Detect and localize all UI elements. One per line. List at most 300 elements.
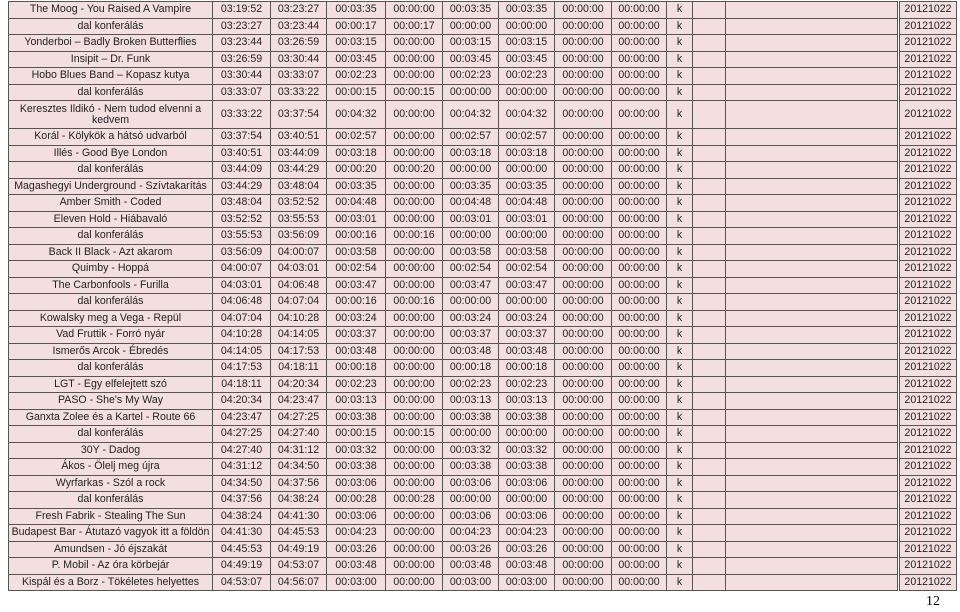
cell-empty-2 (726, 442, 899, 459)
cell-music-time-2: 00:03:15 (499, 35, 555, 52)
cell-type-code: k (667, 459, 693, 476)
cell-music-time: 00:00:00 (443, 294, 499, 311)
table-row (9, 376, 957, 393)
table-row (9, 145, 957, 162)
cell-empty-1 (693, 261, 726, 278)
table-row (9, 101, 957, 129)
cell-empty-1 (693, 574, 726, 591)
cell-extra-time-1: 00:00:00 (555, 294, 612, 311)
cell-duration: 00:00:20 (327, 162, 386, 179)
cell-music-time-2: 00:03:35 (499, 2, 555, 19)
table-row (9, 525, 957, 542)
cell-talk-time: 00:00:00 (386, 68, 443, 85)
cell-duration: 00:03:00 (327, 574, 386, 591)
cell-end-time: 03:30:44 (271, 51, 327, 68)
page-number: 12 (926, 594, 940, 609)
cell-empty-2 (726, 162, 899, 179)
cell-title: Insipit – Dr. Funk (9, 51, 213, 68)
cell-music-time: 00:00:00 (443, 228, 499, 245)
cell-date: 20121022 (899, 294, 957, 311)
cell-talk-time: 00:00:00 (386, 343, 443, 360)
cell-start-time: 03:56:09 (213, 244, 271, 261)
cell-extra-time-2: 00:00:00 (612, 475, 667, 492)
cell-title: Amundsen - Jó éjszakát (9, 541, 213, 558)
table-row (9, 35, 957, 52)
cell-date: 20121022 (899, 162, 957, 179)
cell-duration: 00:02:23 (327, 68, 386, 85)
cell-empty-2 (726, 492, 899, 509)
cell-date: 20121022 (899, 244, 957, 261)
cell-extra-time-1: 00:00:00 (555, 195, 612, 212)
cell-music-time-2: 00:03:47 (499, 277, 555, 294)
cell-music-time: 00:00:18 (443, 360, 499, 377)
cell-extra-time-1: 00:00:00 (555, 145, 612, 162)
cell-music-time-2: 00:03:06 (499, 475, 555, 492)
cell-talk-time: 00:00:00 (386, 327, 443, 344)
cell-date: 20121022 (899, 228, 957, 245)
cell-empty-2 (726, 129, 899, 146)
table-row (9, 129, 957, 146)
cell-duration: 00:03:15 (327, 35, 386, 52)
cell-duration: 00:03:37 (327, 327, 386, 344)
cell-start-time: 04:37:56 (213, 492, 271, 509)
cell-extra-time-2: 00:00:00 (612, 228, 667, 245)
cell-extra-time-1: 00:00:00 (555, 178, 612, 195)
cell-extra-time-2: 00:00:00 (612, 84, 667, 101)
cell-extra-time-1: 00:00:00 (555, 2, 612, 19)
cell-type-code: k (667, 51, 693, 68)
cell-empty-1 (693, 541, 726, 558)
cell-date: 20121022 (899, 541, 957, 558)
cell-start-time: 04:07:04 (213, 310, 271, 327)
cell-music-time-2: 00:04:23 (499, 525, 555, 542)
cell-type-code: k (667, 475, 693, 492)
cell-extra-time-1: 00:00:00 (555, 508, 612, 525)
cell-empty-1 (693, 360, 726, 377)
cell-date: 20121022 (899, 145, 957, 162)
cell-music-time-2: 00:03:00 (499, 574, 555, 591)
cell-empty-2 (726, 393, 899, 410)
cell-title: Quimby - Hoppá (9, 261, 213, 278)
cell-title: dal konferálás (9, 18, 213, 35)
cell-duration: 00:02:54 (327, 261, 386, 278)
cell-music-time: 00:03:24 (443, 310, 499, 327)
cell-type-code: k (667, 343, 693, 360)
cell-end-time: 03:33:22 (271, 84, 327, 101)
cell-music-time: 00:04:32 (443, 101, 499, 129)
cell-music-time-2: 00:00:00 (499, 426, 555, 443)
cell-music-time: 00:00:00 (443, 84, 499, 101)
cell-music-time-2: 00:03:32 (499, 442, 555, 459)
cell-extra-time-2: 00:00:00 (612, 541, 667, 558)
cell-start-time: 04:03:01 (213, 277, 271, 294)
cell-type-code: k (667, 442, 693, 459)
cell-end-time: 04:56:07 (271, 574, 327, 591)
cell-title: The Carbonfools - Furilla (9, 277, 213, 294)
cell-music-time: 00:00:00 (443, 18, 499, 35)
cell-title: Kowalsky meg a Vega - Repül (9, 310, 213, 327)
cell-music-time-2: 00:04:48 (499, 195, 555, 212)
cell-end-time: 03:48:04 (271, 178, 327, 195)
cell-end-time: 04:53:07 (271, 558, 327, 575)
cell-extra-time-2: 00:00:00 (612, 18, 667, 35)
cell-empty-2 (726, 574, 899, 591)
cell-date: 20121022 (899, 343, 957, 360)
cell-title: dal konferálás (9, 162, 213, 179)
cell-start-time: 04:41:30 (213, 525, 271, 542)
cell-duration: 00:00:18 (327, 360, 386, 377)
cell-empty-1 (693, 409, 726, 426)
cell-empty-2 (726, 51, 899, 68)
cell-start-time: 03:23:27 (213, 18, 271, 35)
cell-type-code: k (667, 195, 693, 212)
cell-talk-time: 00:00:00 (386, 508, 443, 525)
cell-talk-time: 00:00:00 (386, 360, 443, 377)
cell-extra-time-1: 00:00:00 (555, 574, 612, 591)
cell-music-time-2: 00:00:00 (499, 492, 555, 509)
table-row (9, 310, 957, 327)
table-row (9, 508, 957, 525)
cell-type-code: k (667, 178, 693, 195)
cell-music-time-2: 00:03:48 (499, 343, 555, 360)
cell-type-code: k (667, 558, 693, 575)
cell-empty-2 (726, 101, 899, 129)
cell-music-time: 00:04:23 (443, 525, 499, 542)
cell-duration: 00:00:16 (327, 294, 386, 311)
cell-music-time: 00:03:13 (443, 393, 499, 410)
cell-type-code: k (667, 541, 693, 558)
cell-end-time: 04:18:11 (271, 360, 327, 377)
cell-music-time-2: 00:04:32 (499, 101, 555, 129)
cell-start-time: 03:44:29 (213, 178, 271, 195)
cell-end-time: 04:49:19 (271, 541, 327, 558)
cell-end-time: 04:06:48 (271, 277, 327, 294)
cell-duration: 00:00:28 (327, 492, 386, 509)
cell-extra-time-2: 00:00:00 (612, 261, 667, 278)
cell-extra-time-2: 00:00:00 (612, 294, 667, 311)
cell-type-code: k (667, 211, 693, 228)
cell-type-code: k (667, 244, 693, 261)
cell-extra-time-2: 00:00:00 (612, 426, 667, 443)
cell-extra-time-2: 00:00:00 (612, 360, 667, 377)
cell-extra-time-2: 00:00:00 (612, 277, 667, 294)
cell-empty-1 (693, 393, 726, 410)
cell-empty-2 (726, 525, 899, 542)
cell-start-time: 03:37:54 (213, 129, 271, 146)
cell-extra-time-1: 00:00:00 (555, 475, 612, 492)
cell-type-code: k (667, 84, 693, 101)
cell-duration: 00:03:13 (327, 393, 386, 410)
cell-empty-1 (693, 162, 726, 179)
cell-end-time: 03:23:27 (271, 2, 327, 19)
cell-empty-2 (726, 18, 899, 35)
cell-title: Back II Black - Azt akarom (9, 244, 213, 261)
cell-duration: 00:00:17 (327, 18, 386, 35)
cell-music-time: 00:03:18 (443, 145, 499, 162)
cell-music-time-2: 00:03:18 (499, 145, 555, 162)
cell-talk-time: 00:00:00 (386, 459, 443, 476)
table-row (9, 409, 957, 426)
cell-music-time-2: 00:02:23 (499, 68, 555, 85)
cell-type-code: k (667, 68, 693, 85)
cell-extra-time-2: 00:00:00 (612, 101, 667, 129)
cell-start-time: 03:19:52 (213, 2, 271, 19)
cell-empty-2 (726, 541, 899, 558)
cell-empty-1 (693, 211, 726, 228)
cell-music-time-2: 00:00:00 (499, 162, 555, 179)
cell-extra-time-2: 00:00:00 (612, 442, 667, 459)
cell-empty-2 (726, 68, 899, 85)
cell-music-time: 00:04:48 (443, 195, 499, 212)
cell-title: dal konferálás (9, 492, 213, 509)
cell-empty-1 (693, 35, 726, 52)
table-row (9, 393, 957, 410)
cell-extra-time-1: 00:00:00 (555, 558, 612, 575)
cell-talk-time: 00:00:00 (386, 525, 443, 542)
cell-empty-1 (693, 475, 726, 492)
cell-title: Illés - Good Bye London (9, 145, 213, 162)
cell-empty-1 (693, 51, 726, 68)
cell-music-time: 00:03:01 (443, 211, 499, 228)
cell-talk-time: 00:00:15 (386, 426, 443, 443)
cell-extra-time-1: 00:00:00 (555, 68, 612, 85)
table-row (9, 195, 957, 212)
cell-title: dal konferálás (9, 84, 213, 101)
cell-empty-2 (726, 211, 899, 228)
cell-talk-time: 00:00:28 (386, 492, 443, 509)
cell-duration: 00:03:38 (327, 459, 386, 476)
cell-date: 20121022 (899, 409, 957, 426)
cell-duration: 00:00:15 (327, 426, 386, 443)
cell-empty-2 (726, 294, 899, 311)
cell-extra-time-2: 00:00:00 (612, 35, 667, 52)
cell-talk-time: 00:00:00 (386, 129, 443, 146)
cell-music-time-2: 00:03:35 (499, 178, 555, 195)
cell-empty-1 (693, 84, 726, 101)
cell-end-time: 04:20:34 (271, 376, 327, 393)
cell-extra-time-1: 00:00:00 (555, 310, 612, 327)
cell-music-time: 00:03:26 (443, 541, 499, 558)
cell-title: Ákos - Ölelj meg újra (9, 459, 213, 476)
cell-extra-time-1: 00:00:00 (555, 492, 612, 509)
cell-extra-time-2: 00:00:00 (612, 327, 667, 344)
cell-start-time: 03:48:04 (213, 195, 271, 212)
cell-music-time: 00:03:48 (443, 558, 499, 575)
cell-type-code: k (667, 35, 693, 52)
cell-music-time-2: 00:03:01 (499, 211, 555, 228)
cell-extra-time-2: 00:00:00 (612, 409, 667, 426)
cell-talk-time: 00:00:00 (386, 211, 443, 228)
cell-duration: 00:02:57 (327, 129, 386, 146)
cell-duration: 00:00:16 (327, 228, 386, 245)
cell-start-time: 04:00:07 (213, 261, 271, 278)
cell-duration: 00:03:47 (327, 277, 386, 294)
cell-music-time: 00:03:35 (443, 178, 499, 195)
cell-empty-1 (693, 129, 726, 146)
cell-start-time: 04:17:53 (213, 360, 271, 377)
cell-title: Fresh Fabrik - Stealing The Sun (9, 508, 213, 525)
cell-type-code: k (667, 101, 693, 129)
cell-end-time: 03:26:59 (271, 35, 327, 52)
cell-start-time: 03:23:44 (213, 35, 271, 52)
cell-extra-time-2: 00:00:00 (612, 492, 667, 509)
cell-duration: 00:03:48 (327, 558, 386, 575)
cell-extra-time-2: 00:00:00 (612, 2, 667, 19)
cell-start-time: 04:53:07 (213, 574, 271, 591)
cell-talk-time: 00:00:00 (386, 475, 443, 492)
cell-type-code: k (667, 492, 693, 509)
cell-date: 20121022 (899, 376, 957, 393)
cell-title: Ganxta Zolee és a Kartel - Route 66 (9, 409, 213, 426)
cell-duration: 00:03:32 (327, 442, 386, 459)
cell-type-code: k (667, 327, 693, 344)
cell-extra-time-2: 00:00:00 (612, 393, 667, 410)
table-row (9, 475, 957, 492)
cell-end-time: 04:00:07 (271, 244, 327, 261)
cell-extra-time-2: 00:00:00 (612, 211, 667, 228)
cell-music-time-2: 00:03:13 (499, 393, 555, 410)
cell-empty-1 (693, 558, 726, 575)
cell-music-time: 00:02:23 (443, 68, 499, 85)
cell-music-time-2: 00:03:26 (499, 541, 555, 558)
table-row (9, 541, 957, 558)
cell-date: 20121022 (899, 492, 957, 509)
cell-title: Hobo Blues Band – Kopasz kutya (9, 68, 213, 85)
cell-type-code: k (667, 294, 693, 311)
cell-date: 20121022 (899, 558, 957, 575)
cell-title: PASO - She's My Way (9, 393, 213, 410)
cell-type-code: k (667, 360, 693, 377)
cell-talk-time: 00:00:00 (386, 310, 443, 327)
cell-empty-2 (726, 35, 899, 52)
cell-empty-1 (693, 343, 726, 360)
cell-date: 20121022 (899, 525, 957, 542)
cell-date: 20121022 (899, 68, 957, 85)
table-row (9, 574, 957, 591)
cell-end-time: 03:56:09 (271, 228, 327, 245)
cell-empty-1 (693, 195, 726, 212)
cell-start-time: 04:20:34 (213, 393, 271, 410)
cell-start-time: 04:27:25 (213, 426, 271, 443)
cell-music-time: 00:03:06 (443, 475, 499, 492)
cell-date: 20121022 (899, 574, 957, 591)
cell-music-time: 00:00:00 (443, 492, 499, 509)
cell-music-time: 00:03:35 (443, 2, 499, 19)
table-row (9, 68, 957, 85)
cell-talk-time: 00:00:00 (386, 574, 443, 591)
cell-extra-time-1: 00:00:00 (555, 261, 612, 278)
cell-extra-time-1: 00:00:00 (555, 409, 612, 426)
cell-date: 20121022 (899, 51, 957, 68)
cell-talk-time: 00:00:00 (386, 409, 443, 426)
cell-extra-time-1: 00:00:00 (555, 244, 612, 261)
cell-type-code: k (667, 261, 693, 278)
table-row (9, 178, 957, 195)
cell-date: 20121022 (899, 393, 957, 410)
cell-duration: 00:03:35 (327, 178, 386, 195)
cell-extra-time-2: 00:00:00 (612, 310, 667, 327)
cell-end-time: 04:14:05 (271, 327, 327, 344)
cell-extra-time-1: 00:00:00 (555, 18, 612, 35)
cell-end-time: 03:44:29 (271, 162, 327, 179)
cell-talk-time: 00:00:00 (386, 145, 443, 162)
cell-music-time-2: 00:00:18 (499, 360, 555, 377)
cell-end-time: 04:17:53 (271, 343, 327, 360)
cell-talk-time: 00:00:20 (386, 162, 443, 179)
cell-duration: 00:03:38 (327, 409, 386, 426)
cell-title: Wyrfarkas - Szól a rock (9, 475, 213, 492)
cell-music-time-2: 00:03:06 (499, 508, 555, 525)
cell-music-time-2: 00:00:00 (499, 294, 555, 311)
cell-title: Kispál és a Borz - Tökéletes helyettes (9, 574, 213, 591)
cell-talk-time: 00:00:00 (386, 376, 443, 393)
cell-extra-time-2: 00:00:00 (612, 525, 667, 542)
cell-music-time: 00:00:00 (443, 162, 499, 179)
cell-music-time-2: 00:00:00 (499, 228, 555, 245)
cell-talk-time: 00:00:00 (386, 178, 443, 195)
cell-music-time: 00:03:00 (443, 574, 499, 591)
cell-duration: 00:03:01 (327, 211, 386, 228)
cell-type-code: k (667, 426, 693, 443)
cell-extra-time-1: 00:00:00 (555, 228, 612, 245)
cell-extra-time-2: 00:00:00 (612, 459, 667, 476)
cell-extra-time-1: 00:00:00 (555, 84, 612, 101)
table-body (9, 2, 957, 591)
cell-empty-2 (726, 426, 899, 443)
cell-music-time: 00:03:37 (443, 327, 499, 344)
cell-talk-time: 00:00:00 (386, 195, 443, 212)
table-row (9, 327, 957, 344)
cell-start-time: 04:38:24 (213, 508, 271, 525)
table-row (9, 51, 957, 68)
cell-empty-1 (693, 327, 726, 344)
cell-music-time: 00:02:57 (443, 129, 499, 146)
cell-date: 20121022 (899, 508, 957, 525)
cell-talk-time: 00:00:00 (386, 2, 443, 19)
cell-date: 20121022 (899, 426, 957, 443)
cell-end-time: 04:27:25 (271, 409, 327, 426)
cell-type-code: k (667, 228, 693, 245)
cell-empty-2 (726, 508, 899, 525)
cell-empty-2 (726, 277, 899, 294)
cell-start-time: 03:44:09 (213, 162, 271, 179)
cell-duration: 00:03:45 (327, 51, 386, 68)
cell-start-time: 03:26:59 (213, 51, 271, 68)
cell-extra-time-2: 00:00:00 (612, 129, 667, 146)
cell-title: dal konferálás (9, 426, 213, 443)
cell-empty-1 (693, 101, 726, 129)
cell-empty-2 (726, 195, 899, 212)
cell-title: Amber Smith - Coded (9, 195, 213, 212)
cell-empty-2 (726, 360, 899, 377)
cell-empty-1 (693, 18, 726, 35)
cell-empty-1 (693, 508, 726, 525)
cell-music-time: 00:03:38 (443, 409, 499, 426)
cell-empty-2 (726, 409, 899, 426)
cell-music-time: 00:03:15 (443, 35, 499, 52)
cell-date: 20121022 (899, 18, 957, 35)
cell-date: 20121022 (899, 310, 957, 327)
cell-empty-2 (726, 261, 899, 278)
cell-duration: 00:03:58 (327, 244, 386, 261)
cell-empty-1 (693, 178, 726, 195)
table-row (9, 244, 957, 261)
cell-extra-time-1: 00:00:00 (555, 101, 612, 129)
cell-talk-time: 00:00:00 (386, 442, 443, 459)
cell-talk-time: 00:00:00 (386, 244, 443, 261)
cell-start-time: 04:23:47 (213, 409, 271, 426)
cell-empty-1 (693, 442, 726, 459)
